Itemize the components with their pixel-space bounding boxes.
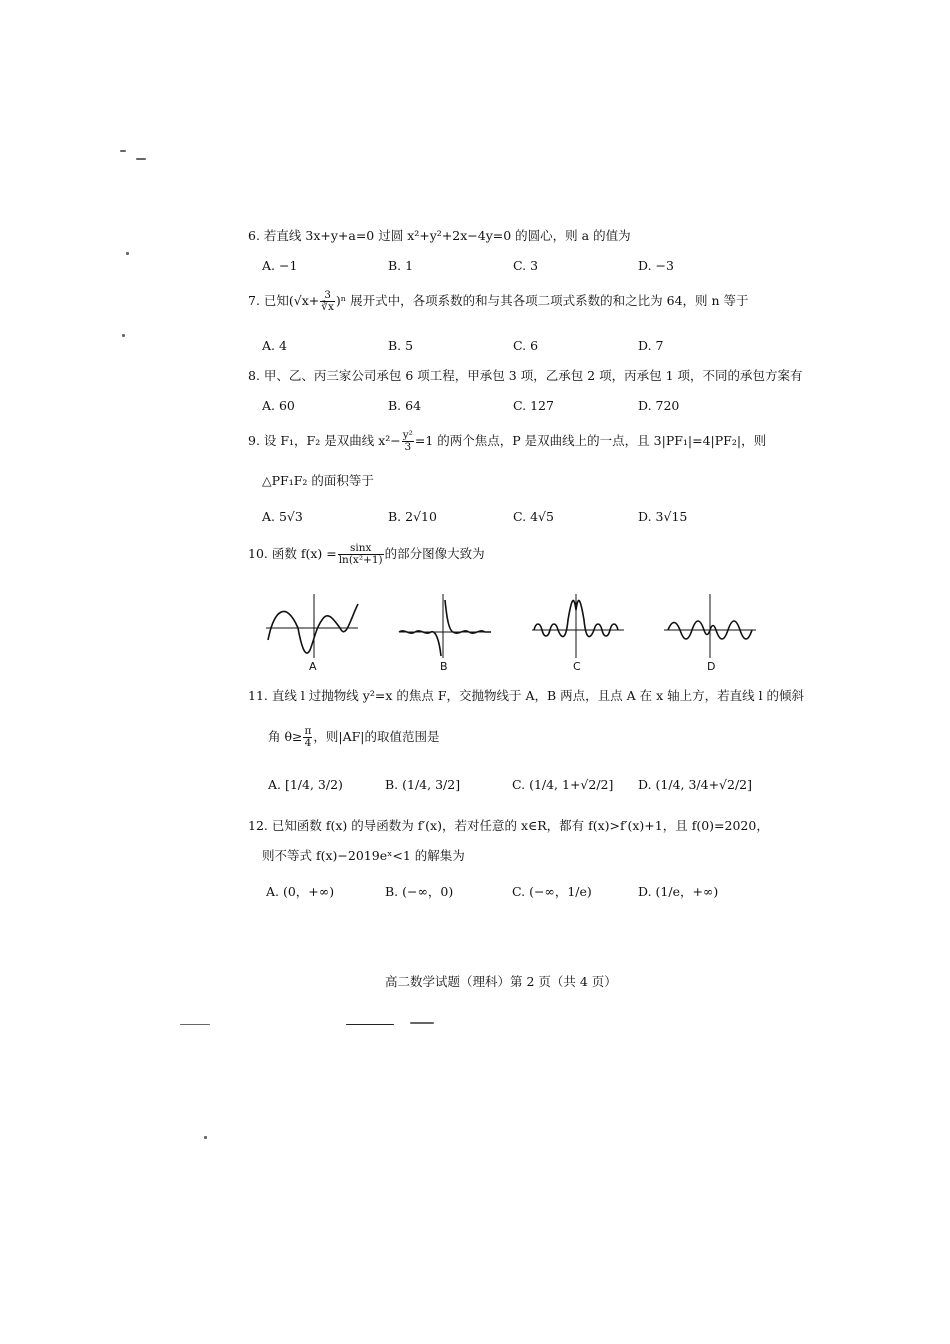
question-10-stem: 10. 函数 f(x) = $\frac{\sin x}{\text{ln(x²+1)}}$ 的部分图像大致为 — [248, 542, 485, 567]
question-11-stem: 11. 直线 l 过抛物线 y²=x 的焦点 F，交抛物线于 A，B 两点，且点 A 在 x 轴上方，若直线 l 的倾斜 — [248, 688, 805, 703]
q9-option-c: C. 4√5 — [513, 509, 554, 524]
q11-option-a: A. [1/4, 3/2) — [268, 777, 343, 792]
q11-option-d: D. (1/4, 3/4+√2/2] — [638, 777, 753, 792]
question-8-stem: 8. 甲、乙、丙三家公司承包 6 项工程，甲承包 3 项，乙承包 2 项，丙承包 1 项，不同的承包方案有 — [248, 368, 803, 383]
q7-option-a: A. 4 — [262, 338, 287, 353]
q7-option-b: B. 5 — [388, 338, 414, 353]
q6-option-c: C. 3 — [513, 258, 539, 273]
q12-option-c: C. (−∞，1/e) — [512, 884, 592, 899]
graph-label-c: C — [573, 660, 581, 673]
scan-line — [346, 1024, 394, 1025]
q7-option-d: D. 7 — [638, 338, 664, 353]
question-6-stem: 6. 若直线 3x+y+a=0 过圆 x²+y²+2x−4y=0 的圆心，则 a 的值为 — [248, 228, 631, 243]
q11-option-b: B. (1/4, 3/2] — [385, 777, 461, 792]
q8-option-a: A. 60 — [262, 398, 295, 413]
q9-option-d: D. 3√15 — [638, 509, 688, 524]
q12-option-b: B. (−∞，0) — [385, 884, 454, 899]
q8-option-c: C. 127 — [513, 398, 554, 413]
scan-speck — [126, 252, 129, 255]
scan-speck — [204, 1136, 207, 1139]
q8-option-d: D. 720 — [638, 398, 680, 413]
q11-option-c: C. (1/4, 1+√2/2] — [512, 777, 614, 792]
q12-option-d: D. (1/e，+∞) — [638, 884, 719, 899]
graph-label-b: B — [440, 660, 448, 673]
question-9-stem: 9. 设 F₁，F₂ 是双曲线 x²− $\frac{\text{y²}}{3}$ =1 的两个焦点，P 是双曲线上的一点，且 3|PF₁|=4|PF₂|，则 — [248, 429, 767, 454]
q7-option-c: C. 6 — [513, 338, 539, 353]
scan-speck — [136, 158, 146, 160]
question-7-stem: 7. 已知(√x+ $\frac{3}{∛x}$ )ⁿ 展开式中，各项系数的和与其各项二项式系数的和之比为 64，则 n 等于 — [248, 289, 749, 314]
q8-option-b: B. 64 — [388, 398, 422, 413]
q6-option-b: B. 1 — [388, 258, 414, 273]
graph-label-a: A — [309, 660, 317, 673]
page-footer: 高二数学试题（理科）第 2 页（共 4 页） — [385, 974, 617, 989]
graph-label-d: D — [707, 660, 716, 673]
q9-option-a: A. 5√3 — [262, 509, 303, 524]
graph-option-b — [395, 590, 495, 673]
graph-option-a — [262, 590, 362, 673]
question-12-stem: 12. 已知函数 f(x) 的导函数为 f′(x)，若对任意的 x∈R，都有 f(x)>f′(x)+1，且 f(0)=2020， — [248, 818, 769, 833]
graph-option-d — [660, 590, 760, 673]
q6-option-d: D. −3 — [638, 258, 674, 273]
scan-line — [180, 1024, 210, 1025]
question-9-stem-line2: △PF₁F₂ 的面积等于 — [262, 473, 374, 488]
q6-option-a: A. −1 — [262, 258, 298, 273]
scan-speck — [122, 334, 125, 337]
q12-option-a: A. (0，+∞) — [266, 884, 335, 899]
scan-line — [410, 1022, 434, 1024]
graph-option-c — [528, 590, 628, 673]
question-11-stem-line2: 角 θ≥ $\frac{\pi}{4}$ ，则|AF|的取值范围是 — [268, 725, 440, 750]
q9-option-b: B. 2√10 — [388, 509, 437, 524]
question-12-stem-line2: 则不等式 f(x)−2019eˣ<1 的解集为 — [262, 848, 465, 863]
scan-speck — [120, 150, 126, 152]
